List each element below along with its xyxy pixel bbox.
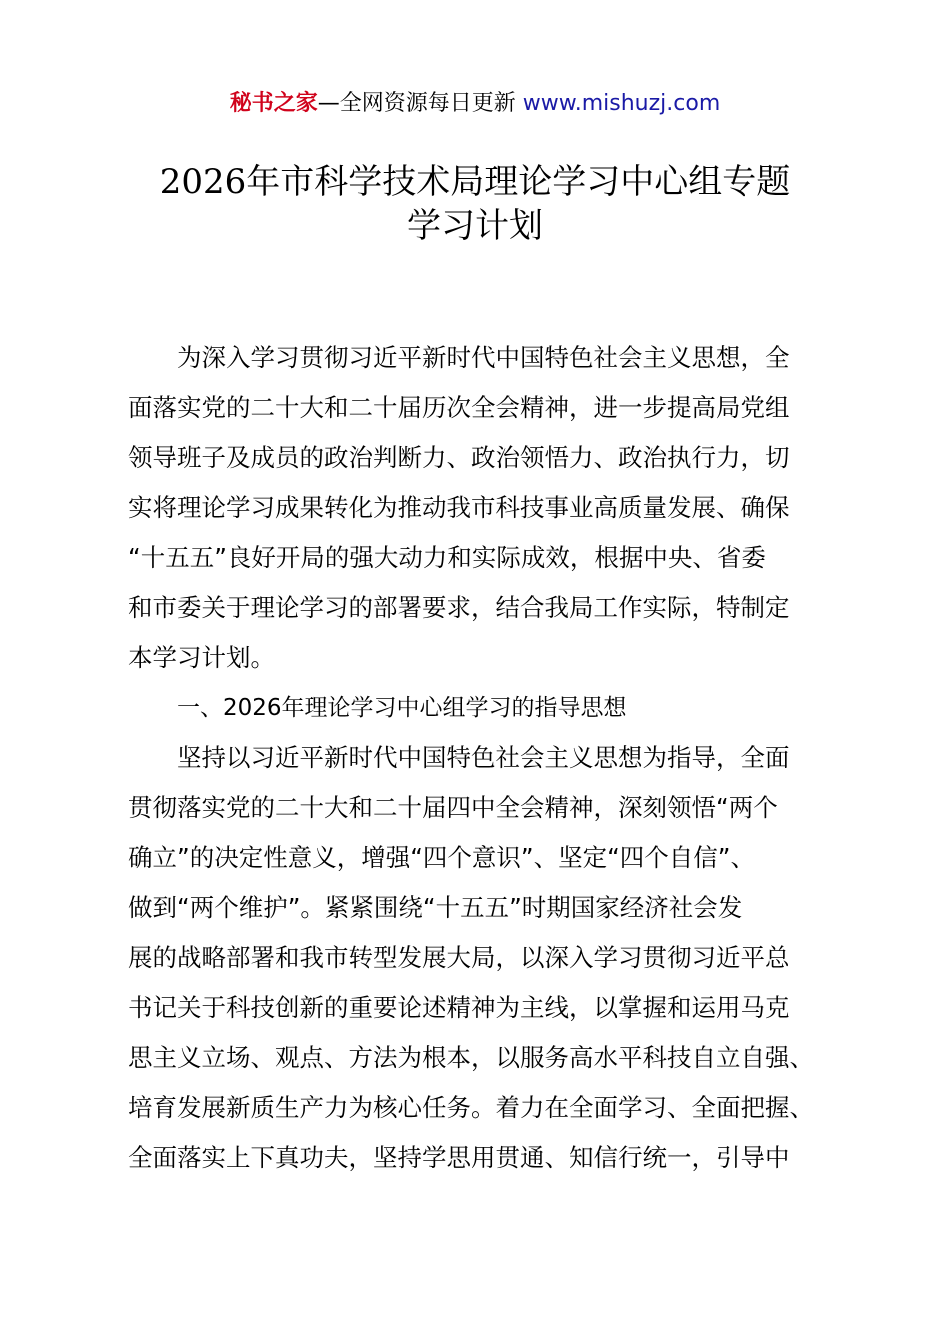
paragraph-line: 和市委关于理论学习的部署要求，结合我局工作实际，特制定 [128, 593, 790, 622]
paragraph-guiding-thought [128, 733, 840, 1183]
header-slogan: 全网资源每日更新 [339, 91, 523, 116]
title-line-2: 学习计划 [407, 206, 543, 246]
brand-name: 秘书之家 [229, 91, 318, 116]
paragraph-line: 坚持以习近平新时代中国特色社会主义思想为指导，全面 [177, 743, 790, 772]
paragraph-line: 思主义立场、观点、方法为根本，以服务高水平科技自立自强、 [128, 1043, 814, 1072]
document-body [128, 333, 840, 1183]
section-heading-1: 一、2026年理论学习中心组学习的指导思想 [177, 695, 627, 721]
paragraph-line: 培育发展新质生产力为核心任务。着力在全面学习、全面把握、 [128, 1093, 814, 1122]
paragraph-line: 全面落实上下真功夫，坚持学思用贯通、知信行统一，引导中 [128, 1143, 790, 1172]
paragraph-line: 展的战略部署和我市转型发展大局，以深入学习贯彻习近平总 [128, 943, 790, 972]
paragraph-line: “十五五”良好开局的强大动力和实际成效，根据中央、省委 [128, 543, 766, 572]
site-url-link[interactable]: www.mishuzj.com [522, 91, 721, 116]
title-line-1: 2026年市科学技术局理论学习中心组专题 [159, 162, 791, 202]
paragraph-line: 书记关于科技创新的重要论述精神为主线，以掌握和运用马克 [128, 993, 790, 1022]
document-title [0, 160, 950, 248]
paragraph-line: 确立”的决定性意义，增强“四个意识”、坚定“四个自信”、 [128, 843, 755, 872]
paragraph-line: 面落实党的二十大和二十届历次全会精神，进一步提高局党组 [128, 393, 790, 422]
paragraph-line: 为深入学习贯彻习近平新时代中国特色社会主义思想，全 [177, 343, 790, 372]
header-separator: — [317, 91, 340, 116]
paragraph-intro [128, 333, 840, 683]
paragraph-line: 贯彻落实党的二十大和二十届四中全会精神，深刻领悟“两个 [128, 793, 778, 822]
site-header [0, 88, 950, 120]
paragraph-line: 实将理论学习成果转化为推动我市科技事业高质量发展、确保 [128, 493, 790, 522]
paragraph-line: 本学习计划。 [128, 643, 275, 672]
paragraph-line: 做到“两个维护”。紧紧围绕“十五五”时期国家经济社会发 [128, 893, 743, 922]
paragraph-line: 领导班子及成员的政治判断力、政治领悟力、政治执行力，切 [128, 443, 790, 472]
